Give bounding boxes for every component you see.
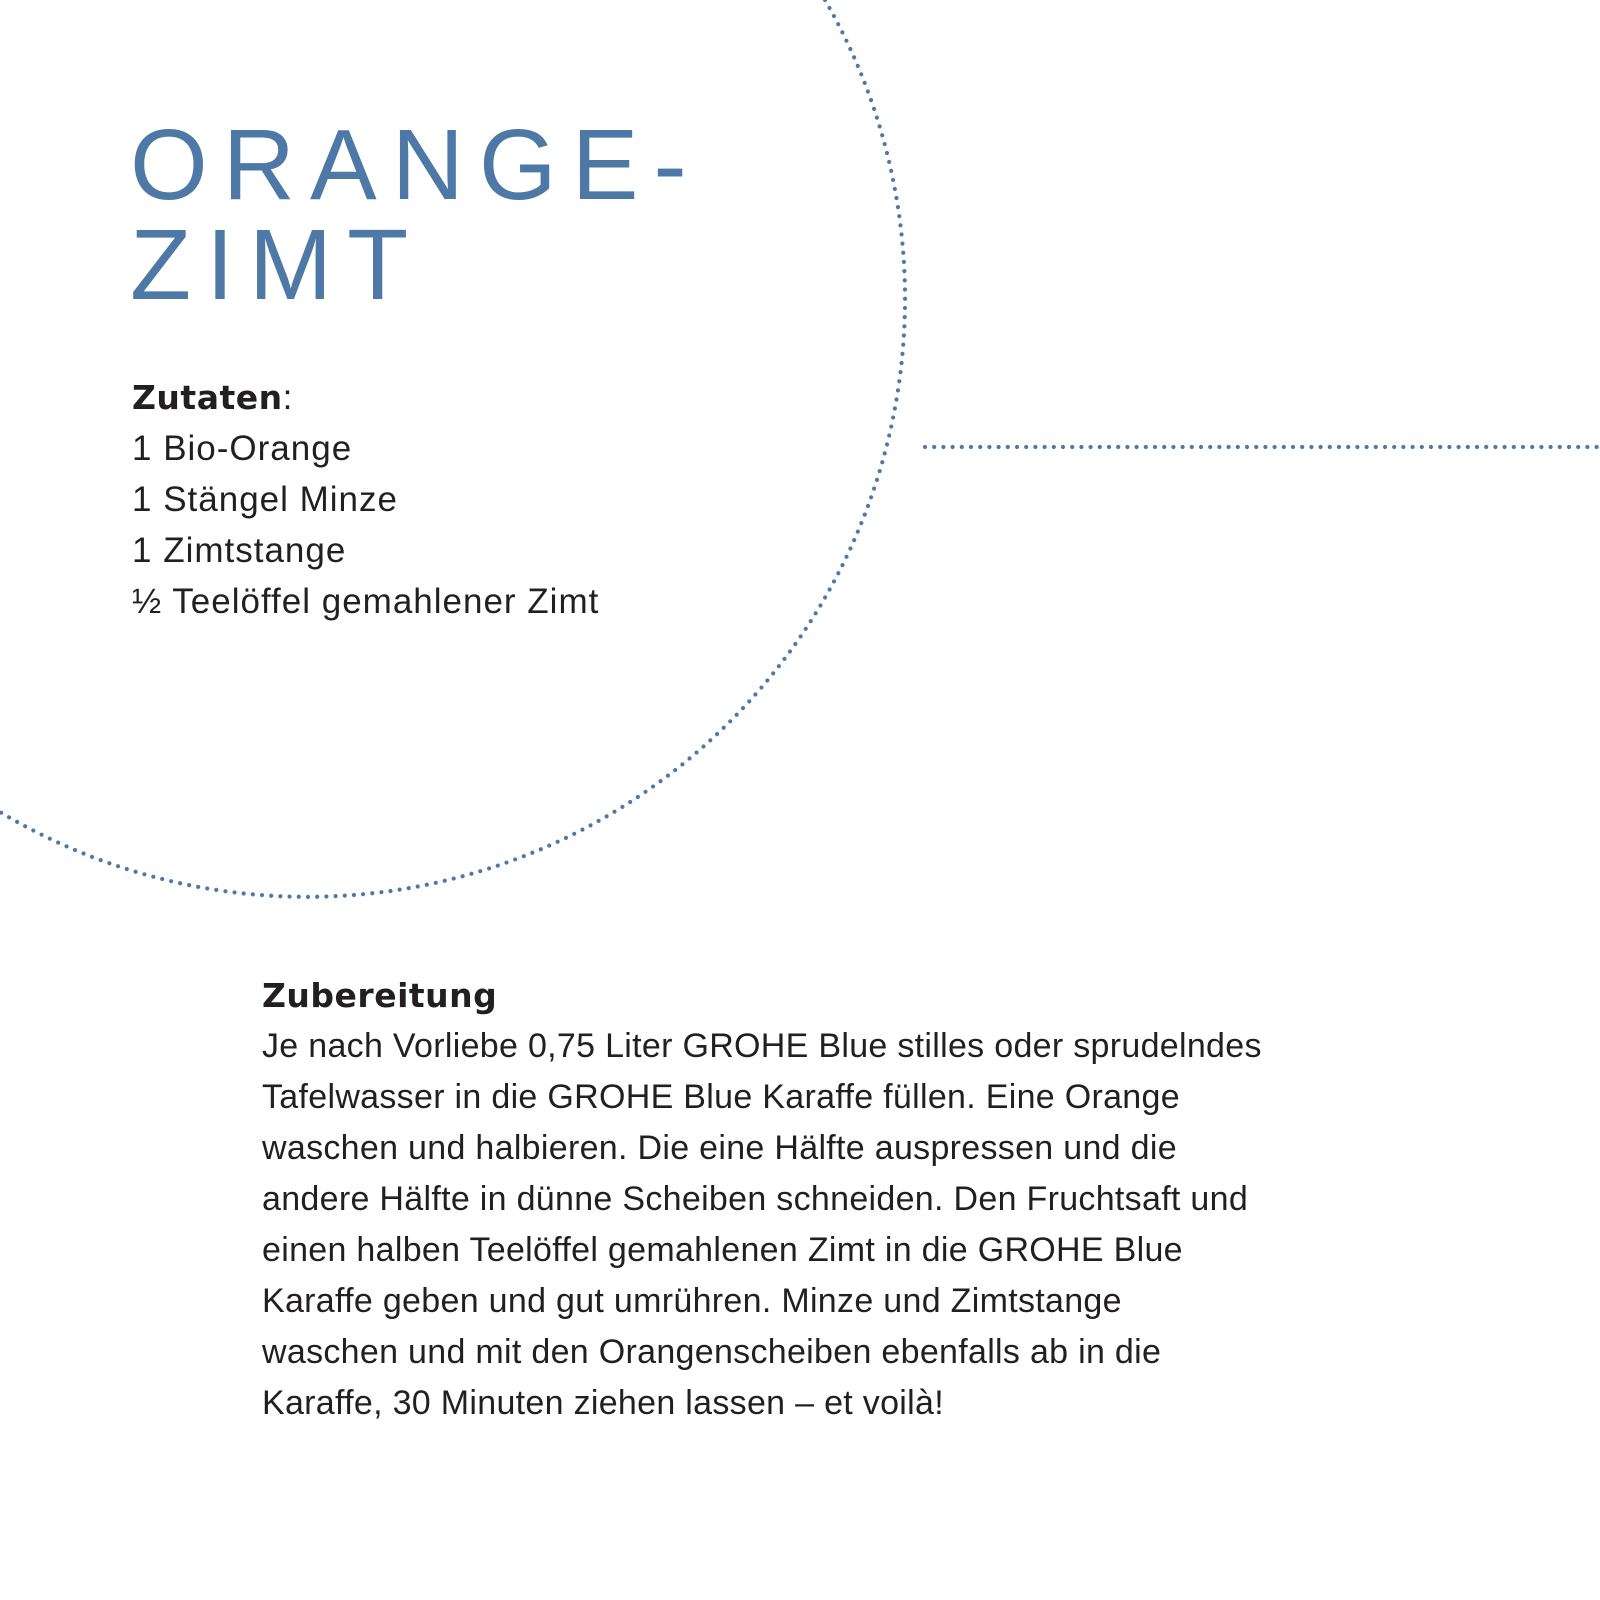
ingredients-section — [132, 372, 599, 627]
ingredient-item: 1 Zimtstange — [132, 531, 347, 570]
preparation-text-line: Tafelwasser in die GROHE Blue Karaffe füllen. Eine Orange — [262, 1078, 1180, 1116]
preparation-text-line: andere Hälfte in dünne Scheiben schneiden. Den Fruchtsaft und — [262, 1180, 1249, 1218]
preparation-heading: Zubereitung — [262, 976, 498, 1015]
preparation-text-line: Karaffe geben und gut umrühren. Minze und Zimtstange — [262, 1282, 1122, 1320]
ingredients-heading: Zutaten — [132, 378, 283, 417]
preparation-text-line: einen halben Teelöffel gemahlenen Zimt in die GROHE Blue — [262, 1231, 1183, 1269]
recipe-title-line-1: ORANGE- — [130, 109, 702, 221]
preparation-section — [262, 970, 1382, 1429]
ingredient-item: ½ Teelöffel gemahlener Zimt — [132, 582, 600, 621]
ingredient-item: 1 Stängel Minze — [132, 480, 398, 519]
ingredients-heading-colon: : — [282, 378, 293, 417]
preparation-text-line: waschen und mit den Orangenscheiben ebenfalls ab in die — [262, 1333, 1162, 1371]
preparation-text-line: Karaffe, 30 Minuten ziehen lassen – et voilà! — [262, 1384, 944, 1422]
preparation-text-line: Je nach Vorliebe 0,75 Liter GROHE Blue stilles oder sprudelndes — [262, 1027, 1262, 1065]
preparation-text-line: waschen und halbieren. Die eine Hälfte auspressen und die — [262, 1129, 1177, 1167]
ingredient-item: 1 Bio-Orange — [132, 429, 353, 468]
ingredients-heading-row — [132, 372, 599, 423]
recipe-title-line-2: ZIMT — [130, 209, 424, 321]
recipe-title — [130, 109, 702, 321]
